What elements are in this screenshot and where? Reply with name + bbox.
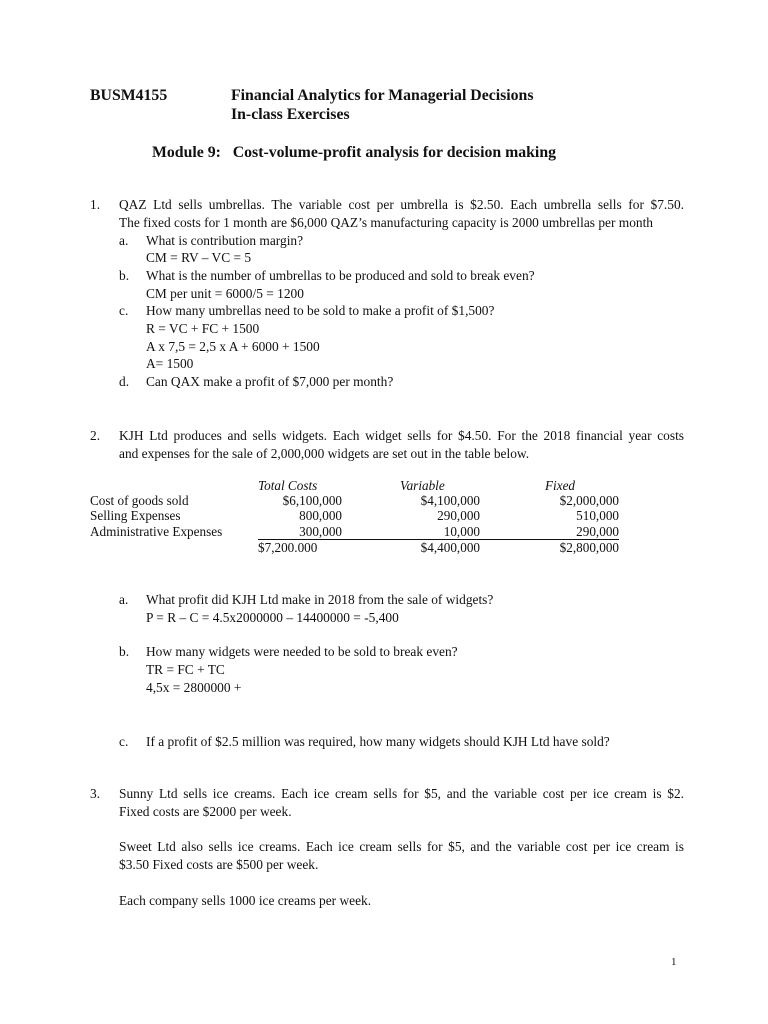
header-variable: Variable [400, 478, 445, 493]
q1-c-answer-3: A= 1500 [146, 356, 194, 371]
q1-b-answer: CM per unit = 6000/5 = 1200 [146, 286, 304, 301]
cost-table-header-row [90, 478, 619, 493]
question-1-number: 1. [90, 197, 101, 212]
page-subtitle: In-class Exercises [231, 106, 350, 123]
row-fixed: 510,000 [576, 508, 619, 524]
cost-table [90, 478, 619, 555]
question-3-line-1: Sunny Ltd sells ice creams. Each ice cream sells for $5, and the variable cost per ice cream is $2. [119, 786, 684, 801]
row-variable: $4,100,000 [420, 493, 480, 509]
q1-a-label: a. [119, 233, 129, 248]
row-total: 300,000 [258, 524, 342, 540]
q1-c-answer-1: R = VC + FC + 1500 [146, 321, 260, 336]
totals-total: $7,200.000 [258, 539, 318, 555]
course-title: Financial Analytics for Managerial Decisions [231, 87, 534, 104]
row-total: 800,000 [299, 508, 342, 524]
totals-variable: $4,400,000 [420, 539, 480, 555]
table-totals-row [90, 539, 619, 555]
table-row [90, 493, 619, 508]
question-2-line-1: KJH Ltd produces and sells widgets. Each widget sells for $4.50. For the 2018 financial year costs [119, 428, 684, 443]
q2-b-answer-1: TR = FC + TC [146, 662, 225, 677]
row-label: Selling Expenses [90, 508, 181, 524]
header-fixed: Fixed [545, 478, 576, 493]
q1-c-label: c. [119, 303, 129, 318]
header-total-costs: Total Costs [258, 478, 318, 493]
q2-b-answer-2: 4,5x = 2800000 + [146, 680, 242, 695]
question-3-line-5: Each company sells 1000 ice creams per week. [119, 893, 372, 908]
page-number: 1 [671, 956, 677, 968]
question-3-number: 3. [90, 786, 101, 801]
totals-fixed: $2,800,000 [559, 539, 619, 555]
question-3-line-2: Fixed costs are $2000 per week. [119, 804, 292, 819]
q2-b-text: How many widgets were needed to be sold to break even? [146, 644, 458, 659]
question-3-line-3: Sweet Ltd also sells ice creams. Each ice cream sells for $5, and the variable cost per ice cream is [119, 839, 684, 854]
question-1-line-2: The fixed costs for 1 month are $6,000 QAZ’s manufacturing capacity is 2000 umbrellas per month [119, 215, 654, 230]
q1-d-text: Can QAX make a profit of $7,000 per month? [146, 374, 394, 389]
question-3-line-4: $3.50 Fixed costs are $500 per week. [119, 857, 319, 872]
row-fixed: $2,000,000 [559, 493, 619, 509]
table-row [90, 508, 619, 523]
q1-a-answer: CM = RV – VC = 5 [146, 250, 252, 265]
q1-d-label: d. [119, 374, 130, 389]
q2-b-label: b. [119, 644, 130, 659]
q2-c-label: c. [119, 734, 129, 749]
module-title: Module 9: Cost-volume-profit analysis for decision making [152, 144, 557, 161]
row-total: $6,100,000 [282, 493, 342, 509]
q2-a-answer: P = R – C = 4.5x2000000 – 14400000 = -5,400 [146, 610, 399, 625]
q2-a-text: What profit did KJH Ltd make in 2018 from the sale of widgets? [146, 592, 494, 607]
row-label: Administrative Expenses [90, 523, 223, 539]
q1-a-text: What is contribution margin? [146, 233, 304, 248]
question-1-line-1: QAZ Ltd sells umbrellas. The variable cost per umbrella is $2.50. Each umbrella sells for $7.50. [119, 197, 684, 212]
table-row [90, 524, 619, 540]
q1-b-text: What is the number of umbrellas to be produced and sold to break even? [146, 268, 535, 283]
row-variable: 10,000 [342, 524, 480, 540]
row-variable: 290,000 [437, 508, 480, 524]
q1-b-label: b. [119, 268, 130, 283]
question-2-line-2: and expenses for the sale of 2,000,000 widgets are set out in the table below. [119, 446, 530, 461]
course-code: BUSM4155 [90, 87, 168, 104]
row-label: Cost of goods sold [90, 493, 189, 509]
q2-a-label: a. [119, 592, 129, 607]
q2-c-text: If a profit of $2.5 million was required, how many widgets should KJH Ltd have sold? [146, 734, 610, 749]
q1-c-text: How many umbrellas need to be sold to make a profit of $1,500? [146, 303, 495, 318]
question-2-number: 2. [90, 428, 101, 443]
q1-c-answer-2: A x 7,5 = 2,5 x A + 6000 + 1500 [146, 339, 320, 354]
row-fixed: 290,000 [480, 524, 619, 540]
